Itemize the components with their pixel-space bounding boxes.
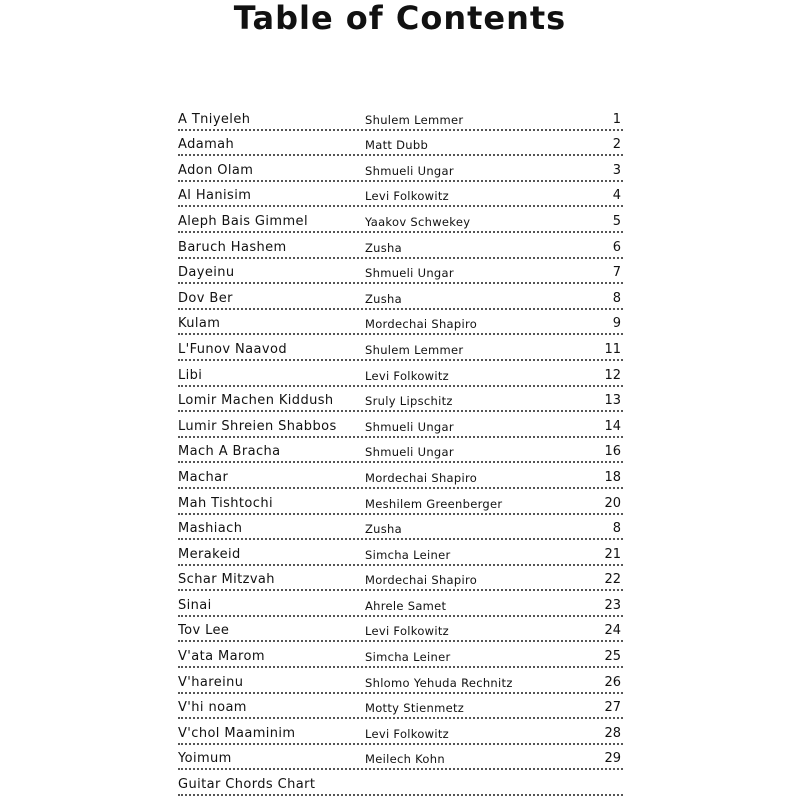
page-number: 3 [612,162,621,178]
toc-row[interactable] [178,207,623,233]
toc-row[interactable] [178,182,623,208]
song-artist: Shulem Lemmer [365,112,464,127]
toc-row[interactable] [178,438,623,464]
song-artist: Shmueli Ungar [365,266,454,281]
song-artist: Mordechai Shapiro [365,470,478,485]
toc-row[interactable] [178,233,623,259]
song-artist: Simcha Leiner [365,650,451,665]
song-artist: Yaakov Schwekey [365,214,471,229]
page-number: 12 [604,367,621,383]
page-number: 6 [612,239,621,255]
toc-row[interactable] [178,591,623,617]
song-title: Dov Ber [178,290,233,306]
page-number: 2 [612,137,621,153]
song-title: Mah Tishtochi [178,495,273,511]
song-artist: Levi Folkowitz [365,368,450,383]
song-title: Dayeinu [178,265,235,281]
song-title: Lomir Machen Kiddush [178,393,334,409]
song-artist: Levi Folkowitz [365,624,450,639]
table-of-contents [178,105,623,796]
page-number: 22 [604,572,621,588]
song-title: Tov Lee [178,623,230,639]
page-number: 23 [604,597,621,613]
song-title: Yoimum [178,751,232,767]
page-title: Table of Contents [233,0,567,37]
song-artist: Shmueli Ungar [365,163,454,178]
song-title: Adon Olam [178,162,254,178]
song-title: Aleph Bais Gimmel [178,213,308,229]
toc-row[interactable] [178,489,623,515]
song-title: Libi [178,367,203,383]
toc-row[interactable] [178,515,623,541]
page-number: 26 [604,674,621,690]
song-artist: Ahrele Samet [365,598,447,613]
toc-row[interactable] [178,540,623,566]
page-number: 25 [604,649,621,665]
song-title: V'hi noam [178,700,247,716]
page-number: 18 [604,469,621,485]
toc-row[interactable] [178,335,623,361]
page-number: 24 [604,623,621,639]
song-title: Merakeid [178,546,241,562]
toc-row[interactable] [178,668,623,694]
song-artist: Simcha Leiner [365,547,451,562]
page-number: 28 [604,725,621,741]
song-artist: Zusha [365,240,402,255]
toc-row[interactable] [178,105,623,131]
page-number: 16 [604,444,621,460]
song-artist: Zusha [365,291,402,306]
toc-row[interactable] [178,131,623,157]
toc-row[interactable] [178,694,623,720]
song-title: Kulam [178,316,221,332]
song-title: Sinai [178,597,212,613]
song-artist: Shlomo Yehuda Rechnitz [365,675,513,690]
song-title: Guitar Chords Chart [178,777,316,793]
toc-row[interactable] [178,566,623,592]
song-artist: Mordechai Shapiro [365,573,478,588]
page-number: 11 [604,341,621,357]
toc-row[interactable] [178,617,623,643]
song-title: Schar Mitzvah [178,572,275,588]
page-number: 27 [604,700,621,716]
song-title: V'chol Maaminim [178,725,296,741]
page-number: 8 [612,290,621,306]
song-artist: Shmueli Ungar [365,445,454,460]
toc-row[interactable] [178,156,623,182]
song-title: Mashiach [178,521,243,537]
song-artist: Matt Dubb [365,138,429,153]
page-number: 9 [612,316,621,332]
page-number: 8 [612,521,621,537]
toc-row[interactable] [178,284,623,310]
song-artist: Meilech Kohn [365,752,445,767]
song-title: L'Funov Naavod [178,341,287,357]
page-number: 13 [604,393,621,409]
song-artist: Mordechai Shapiro [365,317,478,332]
toc-row[interactable] [178,745,623,771]
toc-row[interactable] [178,387,623,413]
page-number: 1 [612,111,621,127]
toc-row[interactable] [178,412,623,438]
page-number: 20 [604,495,621,511]
song-artist: Levi Folkowitz [365,726,450,741]
song-title: V'ata Marom [178,649,265,665]
toc-row[interactable] [178,719,623,745]
page-number: 5 [612,213,621,229]
toc-row[interactable] [178,463,623,489]
song-artist: Shmueli Ungar [365,419,454,434]
song-artist: Sruly Lipschitz [365,394,453,409]
toc-row[interactable] [178,770,623,796]
toc-row[interactable] [178,259,623,285]
song-title: A Tniyeleh [178,111,251,127]
page-number: 7 [612,265,621,281]
song-artist: Levi Folkowitz [365,189,450,204]
toc-row[interactable] [178,310,623,336]
page-number: 21 [604,546,621,562]
song-title: Machar [178,469,229,485]
page-number: 29 [604,751,621,767]
song-title: V'hareinu [178,674,244,690]
song-artist: Motty Stienmetz [365,701,465,716]
song-artist: Shulem Lemmer [365,342,464,357]
page-number: 4 [612,188,621,204]
song-title: Baruch Hashem [178,239,287,255]
page-number: 14 [604,418,621,434]
toc-row[interactable] [178,361,623,387]
song-artist: Zusha [365,522,402,537]
song-title: Lumir Shreien Shabbos [178,418,337,434]
song-title: Adamah [178,137,235,153]
song-artist: Meshilem Greenberger [365,496,503,511]
toc-row[interactable] [178,642,623,668]
song-title: Mach A Bracha [178,444,281,460]
song-title: Al Hanisim [178,188,252,204]
